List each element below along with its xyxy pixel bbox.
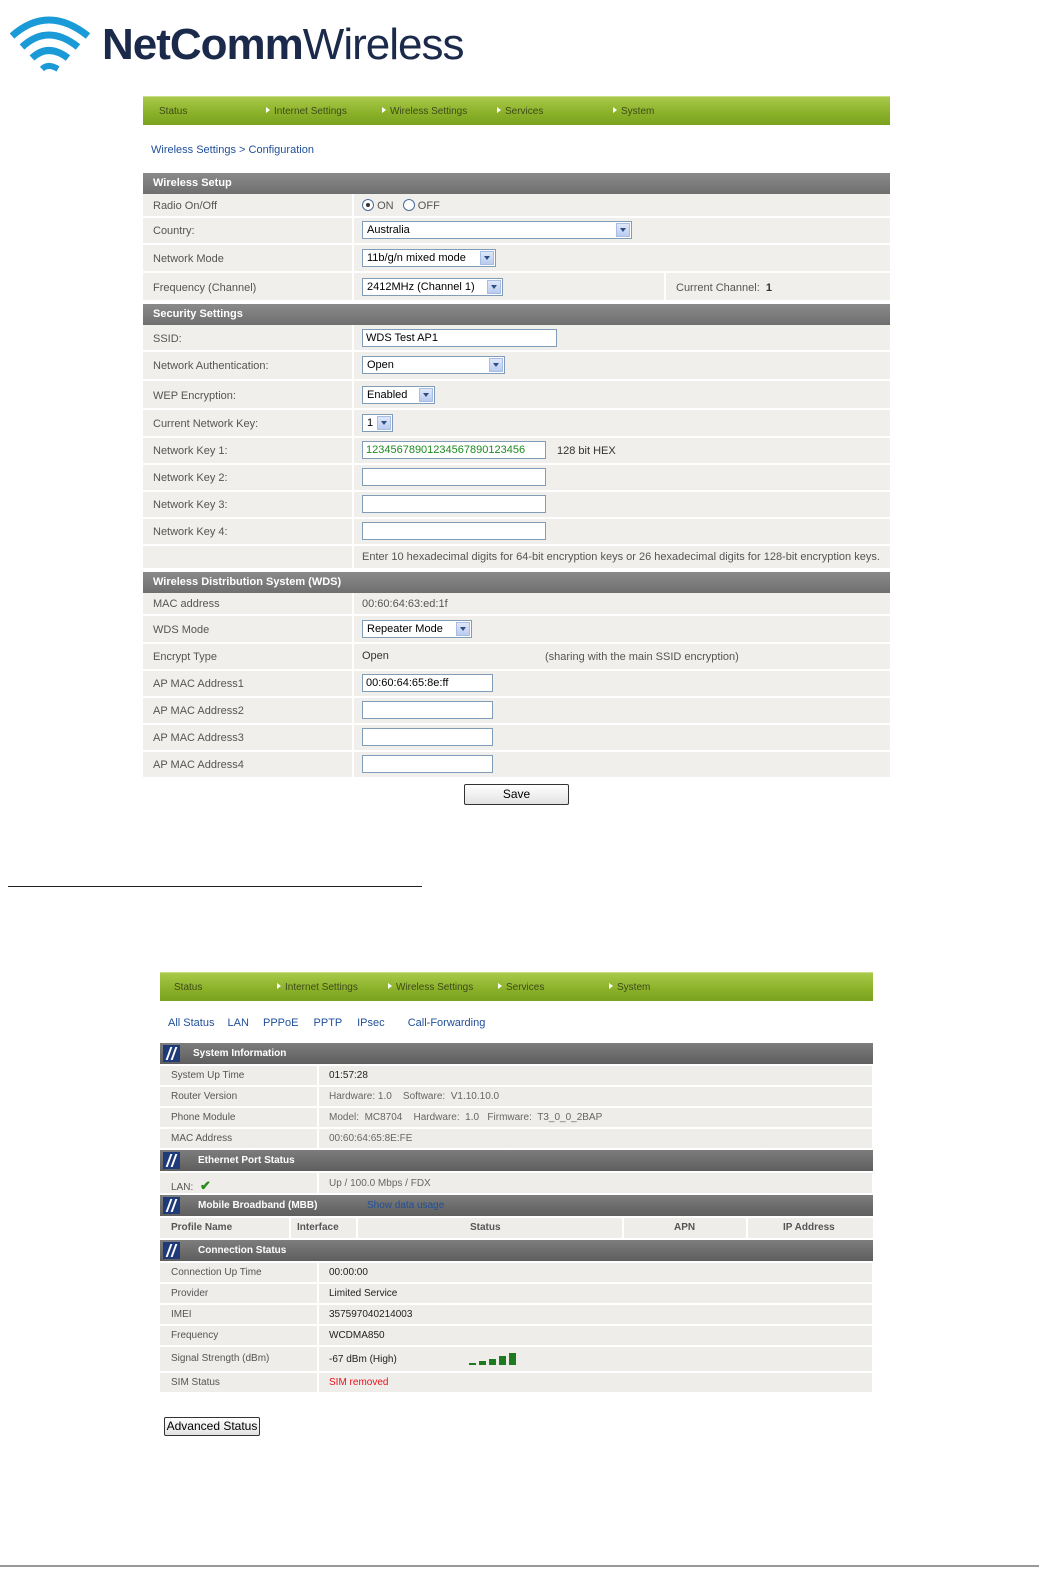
signal-row: Signal Strength (dBm) -67 dBm (High) [160,1347,872,1373]
wep-row: WEP Encryption: Enabled [143,381,890,410]
wds-mac-value: 00:60:64:63:ed:1f [362,598,448,610]
key-index-select[interactable]: 1 [362,414,393,432]
wifi-logo-icon [10,6,92,78]
sim-status-value: SIM removed [329,1377,389,1388]
chevron-down-icon [480,251,494,265]
chevron-down-icon [419,388,433,402]
ap1-row: AP MAC Address1 00:60:64:65:8e:ff [143,671,890,698]
frequency-row: Frequency (Channel) 2412MHz (Channel 1) Current Channel: 1 [143,273,890,302]
radio-off-button[interactable] [403,199,415,211]
frequency-row: Frequency WCDMA850 [160,1326,872,1347]
section-security-settings: Security Settings [143,304,890,325]
advanced-status-button[interactable]: Advanced Status [164,1417,260,1436]
key-hint: Enter 10 hexadecimal digits for 64-bit encryption keys or 26 hexadecimal digits for 128-bit encryption keys. [362,551,880,563]
nav-services[interactable]: Services [498,982,544,993]
key3-input[interactable] [362,495,546,513]
ssid-input[interactable]: WDS Test AP1 [362,329,557,347]
status-nav-bar [160,972,873,1001]
key3-row: Network Key 3: [143,492,890,519]
system-uptime-value: 01:57:28 [329,1070,368,1081]
key1-row: Network Key 1: 12345678901234567890123456 128 bit HEX [143,438,890,465]
nav-status[interactable]: Status [174,982,203,993]
wireless-config-panel [143,171,890,779]
connection-uptime-row: Connection Up Time 00:00:00 [160,1263,872,1284]
encrypt-note: (sharing with the main SSID encryption) [545,651,739,663]
router-version-row: Router Version Hardware: 1.0 Software: V1.10.10.0 [160,1087,872,1108]
divider [8,886,422,887]
mbb-header-row: Profile Name Interface Status APN IP Address [160,1218,873,1240]
current-channel: Current Channel: 1 [676,282,773,294]
key4-row: Network Key 4: [143,519,890,546]
wds-mode-select[interactable]: Repeater Mode [362,620,472,638]
ap-mac4-input[interactable] [362,755,493,773]
ap-mac2-input[interactable] [362,701,493,719]
system-uptime-row: System Up Time 01:57:28 [160,1066,872,1087]
key4-input[interactable] [362,522,546,540]
lan-row: LAN: ✔ Up / 100.0 Mbps / FDX [160,1173,872,1195]
wds-mac-row: MAC address 00:60:64:63:ed:1f [143,593,890,616]
section-wds: Wireless Distribution System (WDS) [143,572,890,593]
key2-row: Network Key 2: [143,465,890,492]
nav-status[interactable]: Status [159,106,188,117]
nav-internet-settings[interactable]: Internet Settings [277,982,358,993]
section-wireless-setup: Wireless Setup [143,173,890,194]
status-panel [160,1043,873,1394]
nav-wireless-settings[interactable]: Wireless Settings [382,106,467,117]
netcomm-section-icon [163,1045,180,1062]
tab-all-status[interactable]: All Status [168,1017,215,1029]
phone-module-row: Phone Module Model: MC8704 Hardware: 1.0 Firmware: T3_0_0_2BAP [160,1108,872,1129]
breadcrumb[interactable]: Wireless Settings > Configuration [151,144,314,156]
nav-services[interactable]: Services [497,106,543,117]
auth-row: Network Authentication: Open [143,352,890,381]
status-tabs [168,1017,485,1029]
section-connection-status: Connection Status [160,1240,873,1261]
tab-pptp[interactable]: PPTP [313,1017,343,1029]
imei-row: IMEI 357597040214003 [160,1305,872,1326]
netcomm-section-icon [163,1152,180,1169]
radio-row: Radio On/Off ON OFF [143,194,890,218]
key1-note: 128 bit HEX [557,445,616,457]
netcomm-section-icon [163,1242,180,1259]
chevron-down-icon [377,416,391,430]
save-button[interactable]: Save [464,784,569,805]
key1-input[interactable]: 12345678901234567890123456 [362,441,546,459]
tab-call-forwarding[interactable]: Call-Forwarding [407,1017,486,1029]
netcomm-section-icon [163,1197,180,1214]
section-ethernet-port-status: Ethernet Port Status [160,1150,873,1171]
main-nav-bar [143,96,890,125]
radio-on-button[interactable] [362,199,374,211]
ap4-row: AP MAC Address4 [143,752,890,779]
country-select[interactable]: Australia [362,221,632,239]
chevron-down-icon [456,622,470,636]
ap3-row: AP MAC Address3 [143,725,890,752]
show-data-usage-link[interactable]: Show data usage [367,1200,445,1211]
key2-input[interactable] [362,468,546,486]
section-system-information: System Information [160,1043,873,1064]
wds-mode-row: WDS Mode Repeater Mode [143,616,890,644]
country-row: Country: Australia [143,218,890,245]
ap-mac3-input[interactable] [362,728,493,746]
footer-rule [0,1565,1039,1567]
chevron-down-icon [487,280,501,294]
auth-select[interactable]: Open [362,356,505,374]
tab-ipsec[interactable]: IPsec [357,1017,385,1029]
nav-system[interactable]: System [609,982,650,993]
tab-pppoe[interactable]: PPPoE [263,1017,299,1029]
encrypt-value: Open [362,650,389,662]
ssid-row: SSID: WDS Test AP1 [143,325,890,352]
network-mode-select[interactable]: 11b/g/n mixed mode [362,249,496,267]
netcomm-logo [10,6,464,78]
sim-status-row: SIM Status SIM removed [160,1373,872,1394]
frequency-select[interactable]: 2412MHz (Channel 1) [362,278,503,296]
key-hint-row [143,546,890,570]
nav-internet-settings[interactable]: Internet Settings [266,106,347,117]
encrypt-row: Encrypt Type Open (sharing with the main SSID encryption) [143,644,890,671]
chevron-down-icon [489,358,503,372]
brand-name: NetCommWireless [102,20,464,69]
checkmark-icon: ✔ [200,1178,211,1193]
signal-bars-icon [469,1352,529,1365]
network-mode-row: Network Mode 11b/g/n mixed mode [143,245,890,273]
ap2-row: AP MAC Address2 [143,698,890,725]
ap-mac1-input[interactable]: 00:60:64:65:8e:ff [362,674,493,692]
provider-row: Provider Limited Service [160,1284,872,1305]
chevron-down-icon [616,223,630,237]
section-mobile-broadband: Mobile Broadband (MBB) Show data usage [160,1195,873,1216]
wep-select[interactable]: Enabled [362,386,435,404]
nav-system[interactable]: System [613,106,654,117]
tab-lan[interactable]: LAN [227,1017,249,1029]
nav-wireless-settings[interactable]: Wireless Settings [388,982,473,993]
mac-address-row: MAC Address 00:60:64:65:8E:FE [160,1129,872,1150]
key-index-row: Current Network Key: 1 [143,410,890,438]
